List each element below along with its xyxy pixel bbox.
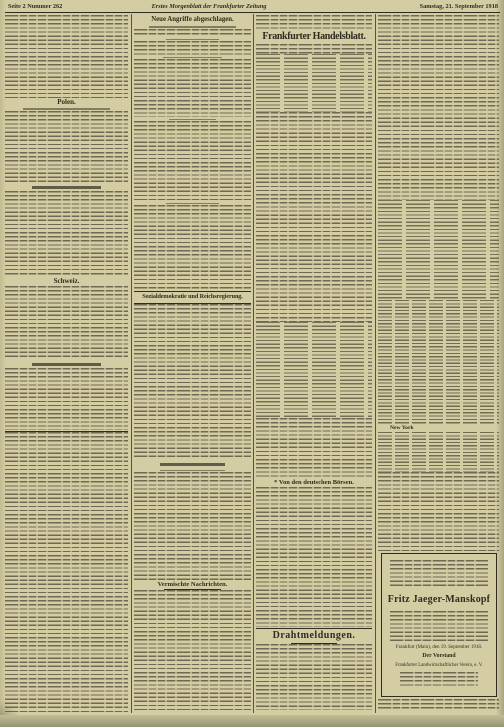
column-1: [5, 15, 128, 712]
notice-text: [390, 560, 488, 587]
article-text: [256, 487, 372, 627]
subheading-line: [149, 26, 237, 28]
notice-text: [400, 672, 478, 686]
market-table: [378, 300, 499, 425]
article-text: [5, 191, 128, 277]
section-heading-misc: Vermischte Nachrichten.: [157, 581, 228, 588]
market-table: [378, 432, 499, 472]
article-text: [134, 590, 251, 713]
market-table: [256, 54, 372, 112]
section-heading-wire: Drahtmeldungen.: [272, 630, 356, 641]
article-text: [134, 121, 251, 201]
subheading-line: [163, 57, 222, 58]
section-heading-switzerland: Schweiz.: [53, 277, 80, 285]
page-number: Seite 2 Nummer 262: [8, 3, 63, 10]
market-table: [378, 200, 499, 300]
market-table: [256, 322, 372, 418]
section-heading-illegible: [5, 360, 128, 368]
column-divider: [375, 14, 376, 713]
article-text: [256, 44, 372, 54]
table-label-new-york: New York: [390, 425, 414, 431]
subheading-line: [166, 39, 219, 40]
section-heading-exchanges: * Von den deutschen Börsen.: [274, 479, 354, 486]
article-text: [134, 29, 251, 37]
article-text: [256, 644, 372, 710]
article-text: [134, 205, 251, 290]
section-heading-attacks: Neue Angriffe abgeschlagen.: [151, 16, 234, 23]
section-heading-poland: Polen.: [57, 98, 76, 106]
subheading-line: [160, 470, 224, 471]
section-heading-illegible: [5, 183, 128, 191]
column-4: [378, 15, 499, 711]
article-text: [256, 112, 372, 322]
notice-box: [381, 553, 497, 697]
article-text: [5, 432, 128, 712]
section-heading-social-democracy: Sozialdemokratie und Reichsregierung.: [142, 293, 243, 300]
article-text: [5, 111, 128, 183]
article-text: [5, 368, 128, 430]
subheading-line: [169, 119, 216, 120]
article-text: [378, 15, 499, 200]
column-divider: [253, 14, 254, 713]
notice-signatory-title: Der Vorstand: [422, 653, 456, 659]
issue-date: Samstag, 21. September 1918: [419, 3, 498, 10]
article-text: [256, 418, 372, 478]
section-heading-commerce: Frankfurter Handelsblatt.: [262, 31, 366, 42]
article-text: [5, 286, 128, 360]
article-text: [134, 304, 251, 460]
page-bottom-edge: [0, 715, 504, 727]
subheading-line: [166, 203, 219, 204]
column-3: [256, 15, 372, 710]
notice-association: Frankfurter Landwirtschaftlicher Verein, e. V.: [395, 663, 483, 668]
article-text: [134, 41, 251, 55]
article-text: [134, 472, 251, 580]
masthead: Erstes Morgenblatt der Frankfurter Zeitung: [151, 3, 267, 10]
subheading-line: [23, 108, 109, 110]
article-text: [378, 699, 499, 711]
section-heading-illegible: [134, 460, 251, 468]
notice-name: Fritz Jaeger-Manskopf: [387, 594, 491, 605]
notice-text: [390, 611, 488, 641]
header-divider: [5, 12, 500, 13]
article-text: [134, 59, 251, 117]
column-divider: [131, 14, 132, 713]
column-2: [134, 15, 251, 713]
article-text: [256, 15, 372, 29]
article-text: [5, 15, 128, 98]
article-text: [378, 472, 499, 552]
notice-place-date: Frankfurt (Main), den 19. September 1918.: [395, 645, 483, 650]
